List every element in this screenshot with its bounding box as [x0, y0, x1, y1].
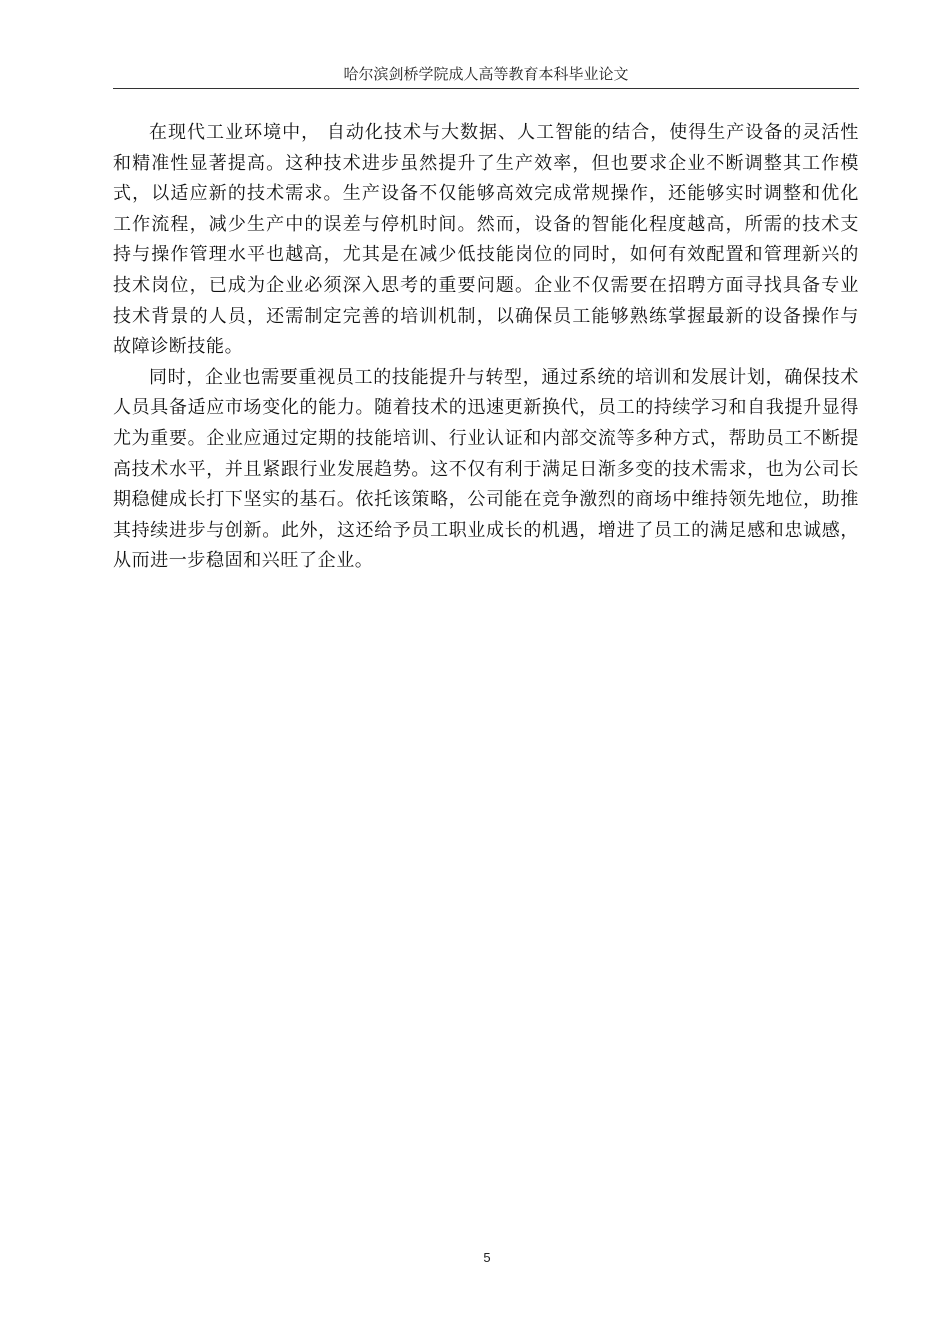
paragraph-2: 同时，企业也需要重视员工的技能提升与转型，通过系统的培训和发展计划，确保技术人员具备适应市场变化的能力。随着技术的迅速更新换代，员工的持续学习和自我提升显得尤为重要。企业应通过定期的技能培训、行业认证和内部交流等多种方式，帮助员工不断提高技术水平，并且紧跟行业发展趋势。这不仅有利于满足日渐多变的技术需求，也为公司长期稳健成长打下坚实的基石。依托该策略，公司能在竞争激烈的商场中维持领先地位，助推其持续进步与创新。此外，这还给予员工职业成长的机遇，增进了员工的满足感和忠诚感，从而进一步稳固和兴旺了企业。	[113, 366, 859, 572]
paragraph-1: 在现代工业环境中， 自动化技术与大数据、人工智能的结合，使得生产设备的灵活性 和精准性显著提高。这种技术进步虽然提升了生产效率，但也要求企业不断调整其工作模 式，以适应新的技术需求。生产设备不仅能够高效完成常规操作，还能够实时调整和优化 工作流程，减少生产中的误差与停机时间。然而，设备的智能化程度越高，所需的技术支 持与操作管理水平也越高，尤其是在减少低技能岗位的同时，如何有效配置和管理新兴的 技术岗位，已成为企业必须深入思考的重要问题。企业不仅需要在招聘方面寻找具备专业 技术背景的人员，还需制定完善的培训机制，以确保员工能够熟练掌握最新的设备操作与 故障诊断技能。	[113, 122, 859, 358]
header-divider	[113, 88, 859, 89]
page-number: 5	[483, 1250, 491, 1265]
document-body	[113, 118, 859, 577]
page-header-title: 哈尔滨剑桥学院成人高等教育本科毕业论文	[343, 65, 629, 83]
